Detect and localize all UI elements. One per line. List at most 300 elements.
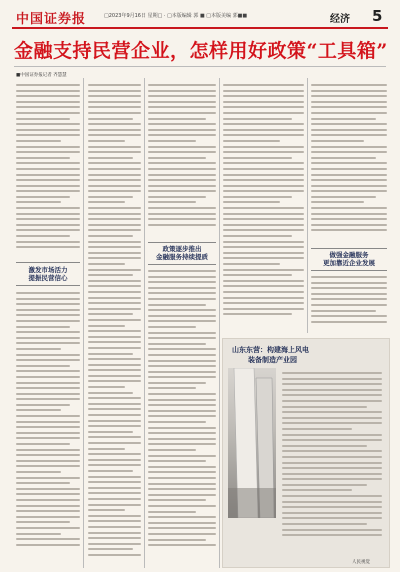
text-line — [148, 427, 216, 429]
text-line — [148, 332, 216, 334]
text-line — [16, 151, 80, 153]
article-column-3b — [148, 270, 216, 550]
text-line — [148, 315, 216, 317]
text-line — [16, 157, 70, 159]
subhead-right — [311, 251, 387, 267]
text-line — [88, 224, 141, 226]
text-line — [16, 460, 80, 462]
text-line — [282, 473, 382, 475]
text-line — [282, 422, 382, 424]
text-line — [88, 347, 141, 349]
text-line — [16, 337, 80, 339]
text-line — [88, 336, 141, 338]
text-line — [148, 449, 196, 451]
text-line — [16, 235, 70, 237]
text-line — [88, 420, 141, 422]
text-line — [148, 544, 216, 546]
masthead — [12, 6, 388, 26]
newspaper-logo: 中国证券报 — [16, 12, 87, 27]
text-line — [16, 510, 80, 512]
text-line — [16, 398, 80, 400]
text-line — [88, 285, 141, 287]
text-line — [16, 544, 80, 546]
text-line — [311, 95, 387, 97]
text-line — [311, 140, 364, 142]
text-line — [148, 270, 216, 272]
text-line — [16, 359, 80, 361]
text-line — [223, 224, 304, 226]
text-line — [148, 320, 216, 322]
text-line — [223, 118, 292, 120]
article-column-3 — [148, 84, 216, 229]
text-line — [16, 292, 80, 294]
issue-info: □2023年9月16日 星期□ · □本版编辑 郭 ■ □本版美编 郭■■ — [104, 13, 248, 19]
text-line — [88, 403, 141, 405]
text-line — [282, 383, 382, 385]
text-line — [311, 207, 387, 209]
text-line — [148, 151, 216, 153]
text-line — [148, 443, 216, 445]
text-line — [223, 207, 304, 209]
text-line — [311, 293, 387, 295]
text-line — [223, 291, 304, 293]
text-line — [88, 229, 141, 231]
text-line — [223, 252, 304, 254]
text-line — [88, 179, 141, 181]
text-line — [16, 90, 80, 92]
subhead-line: 政策逐步推出 — [162, 245, 202, 253]
text-line — [88, 353, 133, 355]
text-line — [16, 421, 80, 423]
text-line — [16, 443, 70, 445]
text-line — [282, 406, 367, 408]
text-line — [88, 269, 141, 271]
text-line — [311, 174, 387, 176]
text-line — [88, 213, 141, 215]
text-line — [88, 425, 141, 427]
text-line — [88, 554, 141, 556]
text-line — [282, 428, 352, 430]
text-line — [311, 185, 387, 187]
text-line — [16, 129, 80, 131]
article-column-2 — [88, 84, 141, 559]
text-line — [16, 140, 61, 142]
text-line — [16, 393, 80, 395]
text-line — [223, 213, 304, 215]
text-line — [16, 162, 80, 164]
text-line — [223, 274, 292, 276]
article-column-1 — [16, 84, 80, 252]
subhead-rule — [311, 270, 387, 271]
text-line — [311, 134, 387, 136]
text-line — [148, 292, 216, 294]
text-line — [88, 397, 141, 399]
text-line — [16, 404, 70, 406]
text-line — [16, 229, 80, 231]
text-line — [223, 229, 304, 231]
text-line — [311, 146, 387, 148]
text-line — [282, 517, 382, 519]
text-line — [282, 378, 382, 380]
text-line — [88, 263, 125, 265]
text-line — [148, 505, 216, 507]
text-line — [223, 241, 304, 243]
text-line — [88, 106, 141, 108]
text-line — [311, 157, 376, 159]
text-line — [88, 386, 125, 388]
text-line — [16, 174, 80, 176]
text-line — [311, 129, 387, 131]
text-line — [223, 112, 304, 114]
text-line — [223, 123, 304, 125]
text-line — [148, 84, 216, 86]
text-line — [88, 380, 141, 382]
text-line — [16, 354, 80, 356]
column-divider — [144, 78, 145, 568]
text-line — [148, 168, 216, 170]
text-line — [223, 101, 304, 103]
text-line — [148, 516, 216, 518]
text-line — [148, 354, 216, 356]
text-line — [16, 112, 80, 114]
text-line — [88, 162, 141, 164]
text-line — [282, 434, 382, 436]
text-line — [148, 218, 216, 220]
text-line — [16, 382, 80, 384]
text-line — [88, 246, 141, 248]
text-line — [223, 84, 304, 86]
text-line — [282, 411, 382, 413]
text-line — [148, 95, 216, 97]
text-line — [148, 281, 216, 283]
text-line — [148, 382, 206, 384]
text-line — [88, 459, 141, 461]
text-line — [148, 207, 216, 209]
text-line — [88, 487, 141, 489]
text-line — [88, 464, 141, 466]
text-line — [223, 151, 304, 153]
text-line — [148, 309, 216, 311]
text-line — [148, 201, 196, 203]
text-line — [148, 527, 216, 529]
text-line — [282, 389, 382, 391]
text-line — [88, 185, 141, 187]
text-line — [88, 190, 141, 192]
text-line — [88, 201, 125, 203]
text-line — [88, 168, 141, 170]
text-line — [88, 157, 133, 159]
text-line — [16, 370, 80, 372]
text-line — [16, 84, 80, 86]
text-line — [148, 483, 216, 485]
text-line — [16, 426, 80, 428]
text-line — [311, 315, 387, 317]
text-line — [282, 450, 382, 452]
text-line — [223, 297, 304, 299]
text-line — [16, 505, 80, 507]
text-line — [148, 112, 216, 114]
text-line — [148, 123, 216, 125]
text-line — [16, 409, 61, 411]
text-line — [148, 415, 216, 417]
text-line — [282, 372, 382, 374]
text-line — [16, 179, 80, 181]
text-line — [88, 330, 141, 332]
text-line — [16, 387, 80, 389]
subhead-rule — [16, 262, 80, 263]
text-line — [16, 314, 80, 316]
text-line — [223, 246, 304, 248]
text-line — [311, 276, 387, 278]
text-line — [311, 304, 387, 306]
text-line — [148, 432, 216, 434]
text-line — [88, 313, 133, 315]
text-line — [148, 494, 216, 496]
text-line — [16, 533, 61, 535]
text-line — [16, 95, 80, 97]
text-line — [88, 90, 141, 92]
text-line — [16, 499, 80, 501]
masthead-rule — [12, 27, 388, 29]
text-line — [88, 442, 141, 444]
text-line — [88, 341, 141, 343]
text-line — [88, 325, 125, 327]
text-line — [16, 218, 80, 220]
text-line — [148, 522, 216, 524]
text-line — [282, 417, 382, 419]
text-line — [16, 432, 80, 434]
text-line — [148, 387, 196, 389]
text-line — [311, 118, 376, 120]
text-line — [148, 162, 216, 164]
text-line — [223, 179, 304, 181]
text-line — [311, 112, 387, 114]
column-divider — [219, 78, 220, 568]
text-line — [311, 213, 387, 215]
text-line — [16, 342, 80, 344]
text-line — [223, 313, 292, 315]
photo-title: 山东东营：构建海上风电 — [232, 346, 309, 354]
text-line — [16, 118, 70, 120]
text-line — [148, 196, 206, 198]
byline: ■中国证券报记者 齐慧慧 — [16, 73, 67, 78]
text-line — [88, 414, 141, 416]
text-line — [311, 123, 387, 125]
text-line — [223, 95, 304, 97]
text-line — [16, 415, 80, 417]
text-line — [88, 319, 141, 321]
text-line — [16, 196, 70, 198]
text-line — [88, 257, 141, 259]
text-line — [88, 241, 141, 243]
text-line — [148, 185, 216, 187]
wind-turbine-blade-icon — [228, 368, 276, 518]
text-line — [16, 376, 80, 378]
text-line — [88, 95, 141, 97]
text-line — [148, 326, 196, 328]
text-line — [311, 282, 387, 284]
text-line — [148, 499, 206, 501]
text-line — [282, 439, 382, 441]
text-line — [88, 548, 133, 550]
text-line — [282, 462, 382, 464]
text-line — [223, 185, 304, 187]
text-line — [88, 537, 141, 539]
column-divider — [307, 78, 308, 333]
text-line — [223, 285, 304, 287]
subhead-line: 提振民营信心 — [28, 274, 68, 282]
subhead-line: 激发市场活力 — [28, 266, 68, 274]
text-line — [311, 162, 387, 164]
subhead-line: 更加靠近企业发展 — [323, 259, 375, 267]
text-line — [148, 224, 216, 226]
text-line — [311, 298, 387, 300]
text-line — [16, 437, 80, 439]
text-line — [148, 157, 206, 159]
text-line — [148, 140, 196, 142]
text-line — [148, 471, 216, 473]
text-line — [16, 134, 80, 136]
text-line — [16, 471, 61, 473]
text-line — [148, 376, 216, 378]
text-line — [282, 506, 382, 508]
text-line — [148, 287, 216, 289]
text-line — [282, 456, 382, 458]
text-line — [148, 348, 216, 350]
text-line — [148, 106, 216, 108]
text-line — [16, 482, 70, 484]
subhead-line: 做强金融服务 — [329, 251, 369, 259]
text-line — [223, 90, 304, 92]
text-line — [88, 151, 141, 153]
text-line — [88, 543, 141, 545]
text-line — [88, 118, 133, 120]
text-line — [88, 520, 141, 522]
text-line — [223, 235, 292, 237]
text-line — [88, 134, 141, 136]
text-line — [223, 174, 304, 176]
text-line — [223, 129, 304, 131]
text-line — [148, 298, 216, 300]
text-line — [16, 538, 80, 540]
text-line — [88, 252, 141, 254]
text-line — [16, 320, 80, 322]
text-line — [16, 516, 80, 518]
text-line — [16, 241, 80, 243]
text-line — [223, 190, 304, 192]
text-line — [282, 478, 382, 480]
text-line — [282, 400, 382, 402]
text-line — [311, 168, 387, 170]
text-line — [148, 488, 216, 490]
text-line — [311, 101, 387, 103]
text-line — [148, 371, 216, 373]
text-line — [88, 369, 141, 371]
text-line — [311, 218, 387, 220]
article-column-5 — [311, 84, 387, 235]
text-line — [88, 358, 141, 360]
text-line — [282, 495, 382, 497]
text-line — [311, 106, 387, 108]
text-line — [88, 146, 141, 148]
text-line — [88, 509, 125, 511]
text-line — [88, 280, 141, 282]
text-line — [88, 498, 141, 500]
text-line — [16, 298, 80, 300]
article-column-4 — [223, 84, 304, 319]
text-line — [311, 90, 387, 92]
text-line — [148, 179, 216, 181]
text-line — [148, 393, 216, 395]
photo-caption — [282, 372, 382, 540]
text-line — [223, 280, 304, 282]
text-line — [88, 140, 125, 142]
text-line — [88, 515, 141, 517]
wind-turbine-photo[interactable] — [228, 368, 276, 518]
text-line — [16, 477, 80, 479]
text-line — [88, 84, 141, 86]
text-line — [88, 297, 141, 299]
text-line — [88, 492, 141, 494]
text-line — [148, 533, 216, 535]
text-line — [16, 146, 80, 148]
text-line — [88, 291, 141, 293]
text-line — [88, 532, 141, 534]
subhead-line: 金融服务持续提质 — [156, 253, 208, 261]
text-line — [16, 365, 70, 367]
text-line — [88, 436, 141, 438]
text-line — [88, 375, 141, 377]
text-line — [148, 213, 216, 215]
text-line — [88, 453, 141, 455]
page-headline: 金融支持民营企业，怎样用好政策“工具箱” — [14, 40, 388, 62]
text-line — [311, 201, 364, 203]
text-line — [223, 257, 304, 259]
text-line — [282, 534, 382, 536]
text-line — [311, 179, 387, 181]
text-line — [88, 392, 133, 394]
text-line — [311, 190, 387, 192]
text-line — [88, 308, 141, 310]
text-line — [88, 431, 133, 433]
text-line — [88, 274, 133, 276]
text-line — [223, 162, 304, 164]
text-line — [148, 129, 216, 131]
text-line — [16, 309, 80, 311]
text-line — [223, 146, 304, 148]
text-line — [148, 455, 216, 457]
text-line — [88, 481, 141, 483]
text-line — [223, 201, 280, 203]
text-line — [16, 493, 80, 495]
text-line — [282, 523, 367, 525]
text-line — [311, 196, 376, 198]
text-line — [282, 529, 382, 531]
headline-rule — [14, 66, 386, 67]
text-line — [148, 421, 206, 423]
text-line — [88, 476, 141, 478]
section-name: 经济 — [330, 14, 350, 25]
text-line — [223, 308, 304, 310]
text-line — [16, 246, 80, 248]
column-divider — [83, 78, 84, 568]
text-line — [311, 287, 387, 289]
text-line — [282, 467, 382, 469]
text-line — [148, 460, 206, 462]
text-line — [16, 454, 80, 456]
text-line — [88, 364, 141, 366]
photo-subtitle: 装备制造产业园 — [248, 356, 297, 364]
